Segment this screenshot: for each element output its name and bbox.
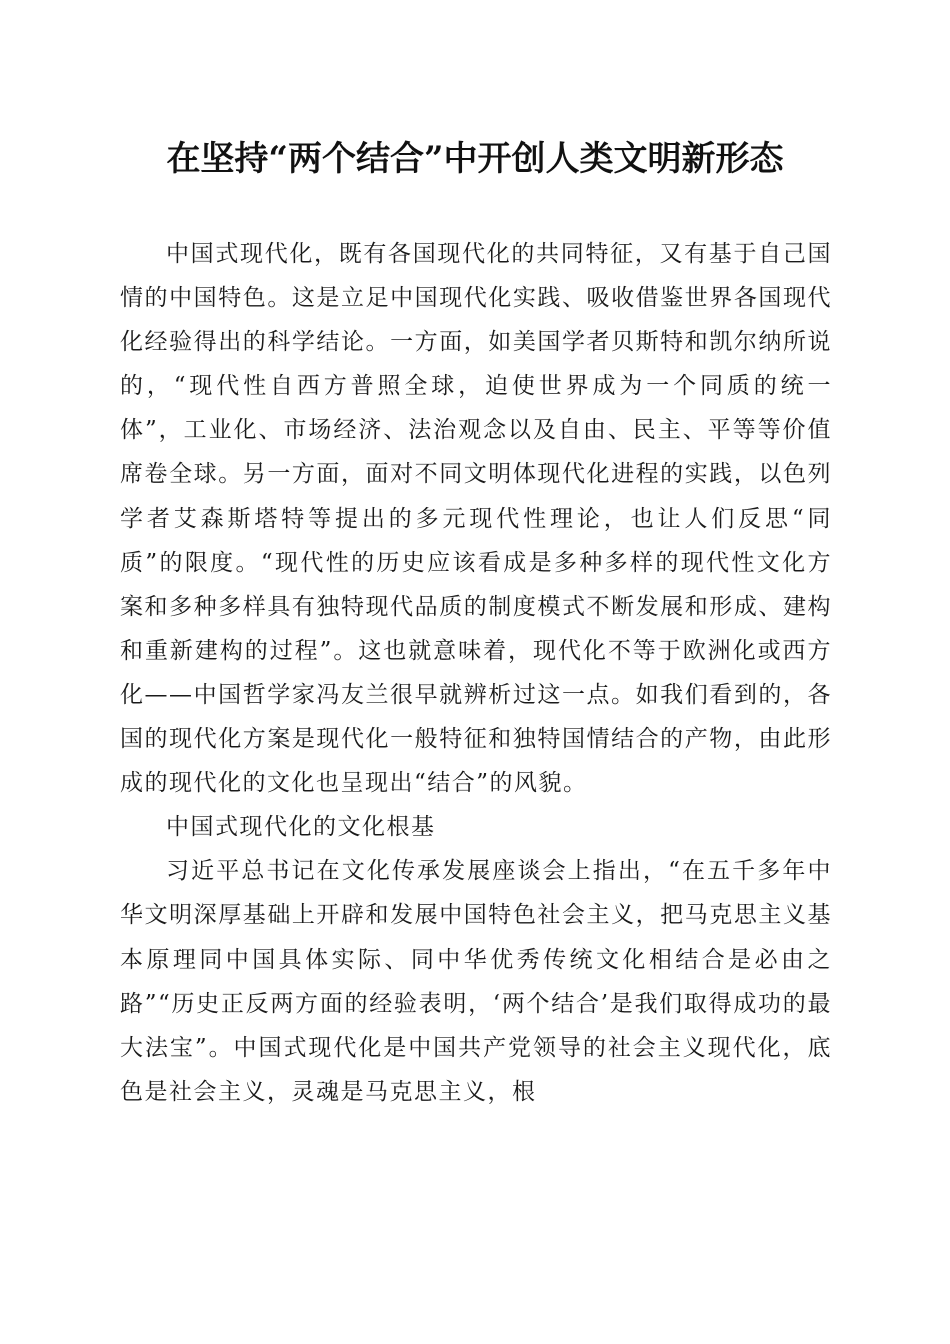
paragraph-intro: 中国式现代化，既有各国现代化的共同特征，又有基于自己国情的中国特色。这是立足中国现代化实践、吸收借鉴世界各国现代化经验得出的科学结论。一方面，如美国学者贝斯特和凯尔纳所说的，“现代性自西方普照全球，迫使世界成为一个同质的统一体”，工业化、市场经济、法治观念以及自由、民主、平等等价值席卷全球。另一方面，面对不同文明体现代化进程的实践，以色列学者艾森斯塔特等提出的多元现代性理论，也让人们反思“同质”的限度。“现代性的历史应该看成是多种多样的现代性文化方案和多种多样具有独特现代品质的制度模式不断发展和形成、建构和重新建构的过程”。这也就意味着，现代化不等于欧洲化或西方化——中国哲学家冯友兰很早就辨析过这一点。如我们看到的，各国的现代化方案是现代化一般特征和独特国情结合的产物，由此形成的现代化的文化也呈现出“结合”的风貌。 bbox=[120, 241, 832, 797]
section-heading: 中国式现代化的文化根基 bbox=[166, 814, 436, 841]
document-body bbox=[120, 232, 832, 1114]
document-title: 在坚持“两个结合”中开创人类文明新形态 bbox=[166, 139, 784, 179]
paragraph-quote: 习近平总书记在文化传承发展座谈会上指出，“在五千多年中华文明深厚基础上开辟和发展中国特色社会主义，把马克思主义基本原理同中国具体实际、同中华优秀传统文化相结合是必由之路”“历史正反两方面的经验表明，‘两个结合’是我们取得成功的最大法宝”。中国式现代化是中国共产党领导的社会主义现代化，底色是社会主义，灵魂是马克思主义，根 bbox=[120, 858, 832, 1105]
